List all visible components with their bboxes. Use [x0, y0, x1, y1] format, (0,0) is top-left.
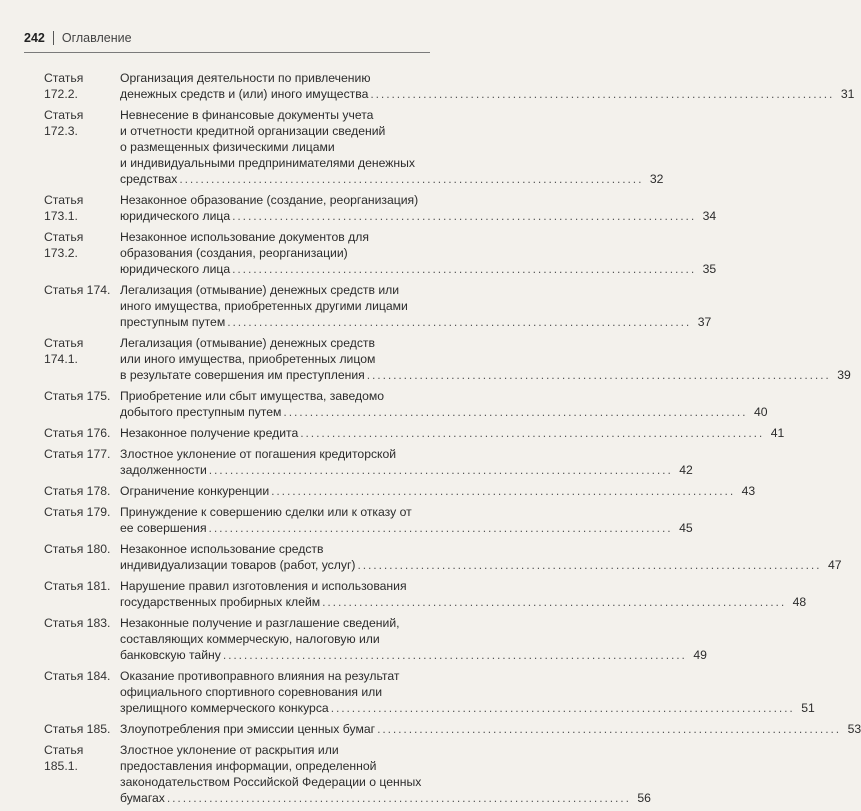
title-line: преступным путем	[120, 315, 226, 329]
toc-entry	[24, 282, 712, 330]
title-line: и индивидуальными предпринимателями денежных	[120, 156, 416, 170]
title-last-line	[120, 700, 815, 716]
title-line: Злоупотребления при эмиссии ценных бумаг	[120, 722, 376, 736]
article-label: Статья 172.2.	[44, 71, 84, 101]
article-label: Статья 174.	[44, 283, 111, 297]
dot-leader	[322, 594, 784, 610]
title-last-line	[120, 86, 854, 102]
page-ref: 53	[847, 722, 861, 736]
title-last-line	[120, 462, 693, 478]
article-title	[120, 742, 651, 806]
page-ref: 43	[741, 484, 756, 498]
dot-leader	[377, 721, 839, 737]
title-last-line	[120, 520, 693, 536]
page-ref: 34	[702, 209, 717, 223]
article-label: Статья 177.	[44, 447, 111, 461]
toc-entry	[24, 70, 855, 102]
page-ref: 49	[693, 648, 707, 662]
title-line: Незаконное использование средств	[120, 542, 324, 556]
article-label: Статья 175.	[44, 389, 111, 403]
article-label: Статья 183.	[44, 616, 111, 630]
title-line: банковскую тайну	[120, 648, 221, 662]
article-title	[120, 446, 693, 478]
title-last-line	[120, 171, 663, 187]
title-last-line	[120, 425, 784, 441]
title-line: Нарушение правил изготовления и использования	[120, 579, 407, 593]
title-line: Оказание противоправного влияния на результат	[120, 669, 400, 683]
article-title	[120, 615, 707, 663]
title-line: добытого преступным путем	[120, 405, 282, 419]
dot-leader	[227, 314, 689, 330]
toc-entry	[24, 668, 815, 716]
toc-entry	[24, 541, 842, 573]
dot-leader	[232, 261, 694, 277]
title-line: бумагах	[120, 791, 165, 805]
page-ref: 45	[679, 521, 693, 535]
title-line: денежных средств и (или) иного имущества	[120, 87, 369, 101]
title-line: иного имущества, приобретенных другими лицами	[120, 299, 408, 313]
dot-leader	[271, 483, 733, 499]
toc-entry	[24, 192, 717, 224]
page-ref: 35	[702, 262, 717, 276]
title-last-line	[120, 721, 861, 737]
title-line: задолженности	[120, 463, 207, 477]
article-label: Статья 174.1.	[44, 336, 84, 366]
header-rule	[24, 52, 430, 53]
toc-entry	[24, 446, 693, 478]
article-label: Статья 184.	[44, 669, 111, 683]
table-of-contents	[24, 70, 861, 811]
toc-entry	[24, 229, 717, 277]
title-line: Незаконное использование документов для	[120, 230, 369, 244]
article-title	[120, 483, 755, 499]
page-ref: 32	[649, 172, 664, 186]
dot-leader	[232, 208, 694, 224]
title-line: Принуждение к совершению сделки или к отказу от	[120, 505, 412, 519]
page-ref: 39	[837, 368, 851, 382]
title-line: ее совершения	[120, 521, 207, 535]
title-line: или иного имущества, приобретенных лицом	[120, 352, 376, 366]
article-title	[120, 425, 784, 441]
article-label: Статья 181.	[44, 579, 111, 593]
dot-leader	[367, 367, 829, 383]
article-label: Статья 173.2.	[44, 230, 84, 260]
title-line: индивидуализации товаров (работ, услуг)	[120, 558, 356, 572]
article-title	[120, 192, 716, 224]
title-line: Злостное уклонение от погашения кредиторской	[120, 447, 397, 461]
title-last-line	[120, 404, 768, 420]
title-last-line	[120, 594, 806, 610]
toc-entry	[24, 578, 807, 610]
article-title	[120, 388, 768, 420]
title-line: Злостное уклонение от раскрытия или	[120, 743, 339, 757]
title-line: официального спортивного соревнования или	[120, 685, 383, 699]
page-ref: 37	[697, 315, 712, 329]
dot-leader	[209, 462, 671, 478]
article-label: Статья 180.	[44, 542, 111, 556]
page-ref: 42	[679, 463, 693, 477]
toc-entry	[24, 425, 785, 441]
toc-entry	[24, 742, 651, 806]
title-last-line	[120, 261, 716, 277]
article-label: Статья 173.1.	[44, 193, 84, 223]
article-title	[120, 335, 851, 383]
toc-entry	[24, 615, 707, 663]
title-line: законодательством Российской Федерации о ценных	[120, 775, 422, 789]
dot-leader	[283, 404, 745, 420]
dot-leader	[331, 700, 793, 716]
title-line: юридического лица	[120, 262, 231, 276]
title-line: Организация деятельности по привлечению	[120, 71, 371, 85]
article-label: Статья 172.3.	[44, 108, 84, 138]
toc-entry	[24, 388, 768, 420]
article-title	[120, 721, 861, 737]
title-line: Незаконное образование (создание, реорганизация)	[120, 193, 419, 207]
page-number: 242	[24, 31, 45, 45]
article-title	[120, 107, 663, 187]
title-line: Приобретение или сбыт имущества, заведомо	[120, 389, 385, 403]
dot-leader	[179, 171, 641, 187]
article-title	[120, 282, 711, 330]
title-line: составляющих коммерческую, налоговую или	[120, 632, 380, 646]
title-line: государственных пробирных клейм	[120, 595, 321, 609]
title-last-line	[120, 367, 851, 383]
dot-leader	[223, 647, 685, 663]
title-last-line	[120, 790, 651, 806]
article-title	[120, 229, 716, 277]
title-line: предоставления информации, определенной	[120, 759, 377, 773]
toc-entry	[24, 335, 851, 383]
dot-leader	[357, 557, 819, 573]
title-line: Легализация (отмывание) денежных средств или	[120, 283, 400, 297]
page-ref: 56	[637, 791, 651, 805]
article-title	[120, 668, 815, 716]
title-line: и отчетности кредитной организации сведений	[120, 124, 386, 138]
running-header	[24, 28, 430, 48]
title-line: Незаконное получение кредита	[120, 426, 299, 440]
article-label: Статья 176.	[44, 426, 111, 440]
article-title	[120, 541, 842, 573]
toc-entry	[24, 721, 861, 737]
toc-entry	[24, 107, 664, 187]
title-line: образования (создания, реорганизации)	[120, 246, 348, 260]
title-line: о размещенных физическими лицами	[120, 140, 335, 154]
article-label: Статья 179.	[44, 505, 111, 519]
title-last-line	[120, 557, 842, 573]
dot-leader	[209, 520, 671, 536]
article-title	[120, 70, 854, 102]
title-last-line	[120, 314, 711, 330]
title-last-line	[120, 208, 716, 224]
section-title: Оглавление	[61, 31, 132, 45]
article-label: Статья 185.	[44, 722, 111, 736]
title-last-line	[120, 647, 707, 663]
article-title	[120, 504, 693, 536]
dot-leader	[370, 86, 832, 102]
title-last-line	[120, 483, 755, 499]
page-ref: 31	[840, 87, 855, 101]
title-line: зрелищного коммерческого конкурса	[120, 701, 329, 715]
dot-leader	[167, 790, 629, 806]
header-divider	[53, 31, 54, 45]
title-line: Легализация (отмывание) денежных средств	[120, 336, 375, 350]
article-label: Статья 185.1.	[44, 743, 84, 773]
page-ref: 48	[792, 595, 807, 609]
title-line: Невнесение в финансовые документы учета	[120, 108, 374, 122]
page-ref: 40	[753, 405, 768, 419]
toc-entry	[24, 504, 693, 536]
page-ref: 47	[828, 558, 842, 572]
title-line: в результате совершения им преступления	[120, 368, 365, 382]
page-ref: 51	[801, 701, 815, 715]
title-line: Незаконные получение и разглашение сведений,	[120, 616, 400, 630]
title-line: Ограничение конкуренции	[120, 484, 270, 498]
article-label: Статья 178.	[44, 484, 111, 498]
page-ref: 41	[770, 426, 785, 440]
toc-entry	[24, 483, 756, 499]
title-line: юридического лица	[120, 209, 231, 223]
title-line: средствах	[120, 172, 178, 186]
dot-leader	[300, 425, 762, 441]
article-title	[120, 578, 806, 610]
